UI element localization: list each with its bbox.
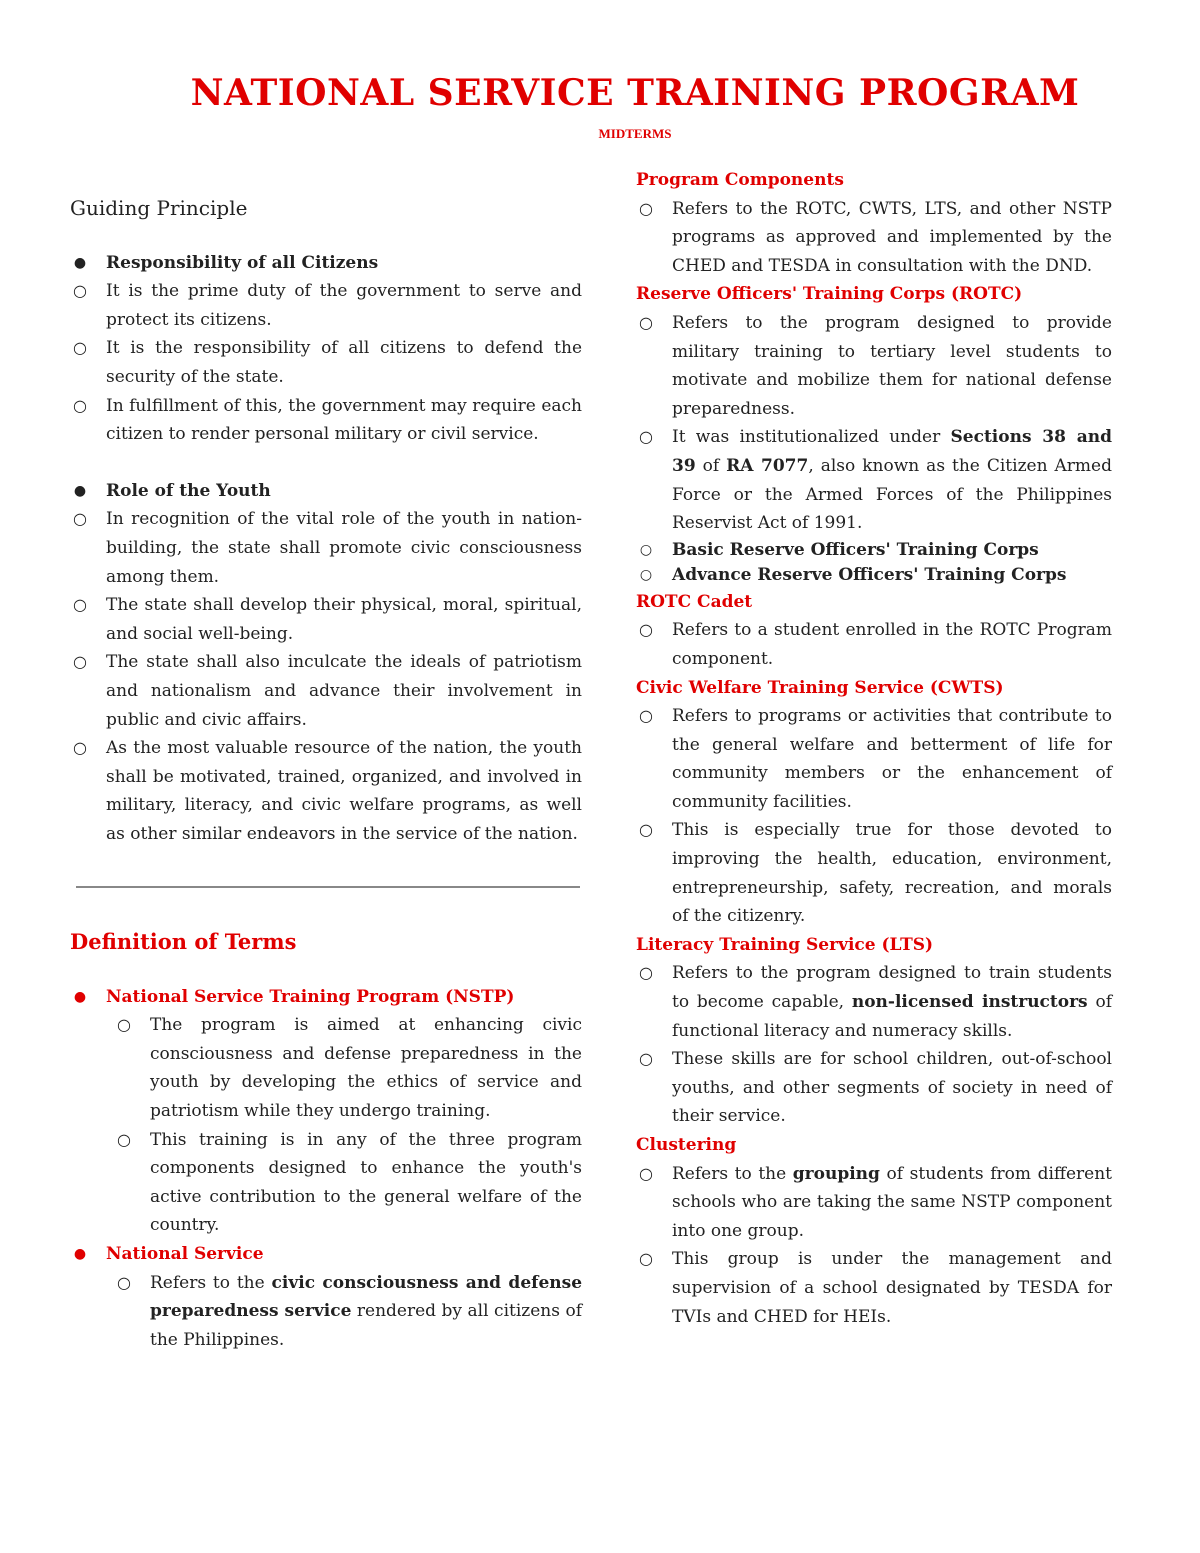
list-item xyxy=(636,195,1112,281)
divider-line xyxy=(76,886,580,888)
list-item-text: The state shall develop their physical, moral, spiritual, and social well-being. xyxy=(106,595,582,644)
bullet-circle-icon: ○ xyxy=(73,281,87,301)
list-item xyxy=(636,563,1112,588)
bullet-circle-icon: ○ xyxy=(73,652,87,672)
list-item xyxy=(636,1245,1112,1331)
clustering-heading: Clustering xyxy=(636,1135,737,1155)
list-item xyxy=(114,1269,582,1355)
bullet-circle-icon: ○ xyxy=(639,963,653,983)
left-column-top xyxy=(70,194,582,848)
youth-heading-item xyxy=(70,477,582,506)
list-item xyxy=(70,734,582,848)
list-item-text: This training is in any of the three program components designed to enhance the youth's active contribution to the general welfare of the country. xyxy=(150,1129,582,1236)
program-components-heading: Program Components xyxy=(636,170,844,190)
lts-heading: Literacy Training Service (LTS) xyxy=(636,934,934,955)
text-segment: Refers to the program designed to train students to become capable, xyxy=(672,963,1112,1013)
right-column xyxy=(636,166,1112,1331)
list-item xyxy=(114,1011,582,1125)
bullet-circle-icon: ○ xyxy=(73,395,87,415)
list-item-text: This is especially true for those devoted to improving the health, education, environment, entrepreneurship, safety, recreation, and morals of the citizenry. xyxy=(672,820,1112,927)
list-item xyxy=(636,702,1112,816)
guiding-principle-heading: Guiding Principle xyxy=(70,196,248,220)
bullet-circle-icon: ○ xyxy=(639,198,653,218)
youth-title: Role of the Youth xyxy=(106,480,271,501)
bullet-disc-icon: ● xyxy=(73,988,87,1005)
national-service-title: National Service xyxy=(106,1243,264,1264)
list-item xyxy=(636,538,1112,563)
list-item-text: It is the responsibility of all citizens to defend the security of the state. xyxy=(106,338,582,387)
bullet-circle-icon: ○ xyxy=(639,706,653,726)
list-item xyxy=(70,648,582,734)
text-bold-segment: Sections 38 and 39 xyxy=(672,427,1112,476)
text-segment: , also known as the Citizen Armed Force or the Armed Forces of the Philippines Reservist Act of 1991. xyxy=(672,455,1112,534)
list-item-text: As the most valuable resource of the nation, the youth shall be motivated, trained, organized, and involved in military, literacy, and civic welfare programs, as well as other similar endeavors in the service of the nation. xyxy=(106,738,582,844)
text-bold-segment: grouping xyxy=(792,1163,880,1184)
bullet-circle-icon: ○ xyxy=(639,566,653,583)
bullet-circle-icon: ○ xyxy=(639,1163,653,1183)
list-item-text: These skills are for school children, out-of-school youths, and other segments of society in need of their service. xyxy=(672,1049,1112,1127)
list-item xyxy=(70,277,582,334)
list-item xyxy=(70,591,582,648)
rotc-cadet-heading: ROTC Cadet xyxy=(636,591,753,612)
bullet-circle-icon: ○ xyxy=(639,1249,653,1269)
list-item-text: The state shall also inculcate the ideals of patriotism and nationalism and advance their involvement in public and civic affairs. xyxy=(106,652,582,730)
bullet-circle-icon: ○ xyxy=(639,427,653,447)
list-item-text xyxy=(672,427,1112,533)
list-item xyxy=(636,959,1112,1045)
list-item-text: It is the prime duty of the government to serve and protect its citizens. xyxy=(106,281,582,330)
bullet-circle-icon: ○ xyxy=(639,620,653,640)
list-item xyxy=(636,816,1112,930)
list-item-text: The program is aimed at enhancing civic consciousness and defense preparedness in the youth by developing the ethics of service and patriotism while they undergo training. xyxy=(150,1015,582,1121)
bullet-circle-icon: ○ xyxy=(117,1272,131,1292)
responsibility-heading-item xyxy=(70,249,582,278)
nstp-title: National Service Training Program (NSTP) xyxy=(106,986,515,1007)
list-item-text xyxy=(672,963,1112,1040)
bullet-circle-icon: ○ xyxy=(117,1015,131,1035)
list-item-text: Refers to programs or activities that contribute to the general welfare and betterment of life for community members or the enhancement of community facilities. xyxy=(672,706,1112,812)
text-segment: of xyxy=(695,455,727,476)
text-segment: of students from different schools who are taking the same NSTP component into one group. xyxy=(672,1163,1112,1241)
list-item-text: Refers to a student enrolled in the ROTC Program component. xyxy=(672,620,1112,669)
left-column-definitions xyxy=(70,928,582,1354)
bullet-circle-icon: ○ xyxy=(639,1049,653,1069)
list-item-text: This group is under the management and supervision of a school designated by TESDA for TVIs and CHED for HEIs. xyxy=(672,1249,1112,1327)
rotc-heading: Reserve Officers' Training Corps (ROTC) xyxy=(636,284,1023,305)
cwts-heading: Civic Welfare Training Service (CWTS) xyxy=(636,677,1004,698)
page-subtitle: MIDTERMS xyxy=(598,126,672,141)
list-item xyxy=(70,392,582,449)
bullet-disc-icon: ● xyxy=(73,254,87,271)
bullet-circle-icon: ○ xyxy=(117,1129,131,1149)
list-item-text xyxy=(672,1164,1112,1241)
bullet-disc-icon: ● xyxy=(73,1245,87,1262)
list-item xyxy=(636,616,1112,673)
list-item-text: Refers to the program designed to provide military training to tertiary level students to motivate and mobilize them for national defense preparedness. xyxy=(672,312,1112,419)
list-item-text: Basic Reserve Officers' Training Corps xyxy=(672,539,1039,560)
text-segment: Refers to the xyxy=(672,1163,793,1184)
list-item xyxy=(636,309,1112,423)
responsibility-title: Responsibility of all Citizens xyxy=(106,252,379,273)
page-title: NATIONAL SERVICE TRAINING PROGRAM xyxy=(190,72,1080,114)
bullet-circle-icon: ○ xyxy=(639,820,653,840)
text-bold-segment: civic consciousness and defense preparedness service xyxy=(150,1272,583,1322)
text-segment: Refers to the xyxy=(150,1272,272,1293)
list-item xyxy=(636,1160,1112,1246)
list-item-text: In recognition of the vital role of the youth in nation-building, the state shall promote civic consciousness among them. xyxy=(106,509,582,587)
definition-of-terms-heading: Definition of Terms xyxy=(70,929,297,954)
list-item xyxy=(70,334,582,391)
national-service-heading-item xyxy=(70,1240,582,1269)
bullet-circle-icon: ○ xyxy=(639,541,653,558)
text-segment: rendered by all citizens of the Philippines. xyxy=(150,1301,582,1350)
bullet-circle-icon: ○ xyxy=(639,312,653,332)
list-item-text xyxy=(150,1273,582,1350)
list-item-text: Advance Reserve Officers' Training Corps xyxy=(672,564,1067,585)
text-segment: of functional literacy and numeracy skills. xyxy=(672,992,1112,1041)
bullet-circle-icon: ○ xyxy=(73,338,87,358)
list-item-text: Refers to the ROTC, CWTS, LTS, and other NSTP programs as approved and implemented by the CHED and TESDA in consultation with the DND. xyxy=(672,198,1112,276)
text-bold-segment: RA 7077 xyxy=(726,455,809,476)
bullet-disc-icon: ● xyxy=(73,482,87,499)
list-item xyxy=(114,1126,582,1240)
list-item xyxy=(70,505,582,591)
text-segment: It was institutionalized under xyxy=(672,427,951,448)
list-item-text: In fulfillment of this, the government may require each citizen to render personal military or civil service. xyxy=(106,395,582,445)
bullet-circle-icon: ○ xyxy=(73,595,87,615)
text-bold-segment: non-licensed instructors xyxy=(851,992,1088,1013)
bullet-circle-icon: ○ xyxy=(73,738,87,758)
nstp-heading-item xyxy=(70,983,582,1012)
bullet-circle-icon: ○ xyxy=(73,509,87,529)
section-divider xyxy=(76,886,580,888)
list-item xyxy=(636,423,1112,537)
list-item xyxy=(636,1045,1112,1131)
